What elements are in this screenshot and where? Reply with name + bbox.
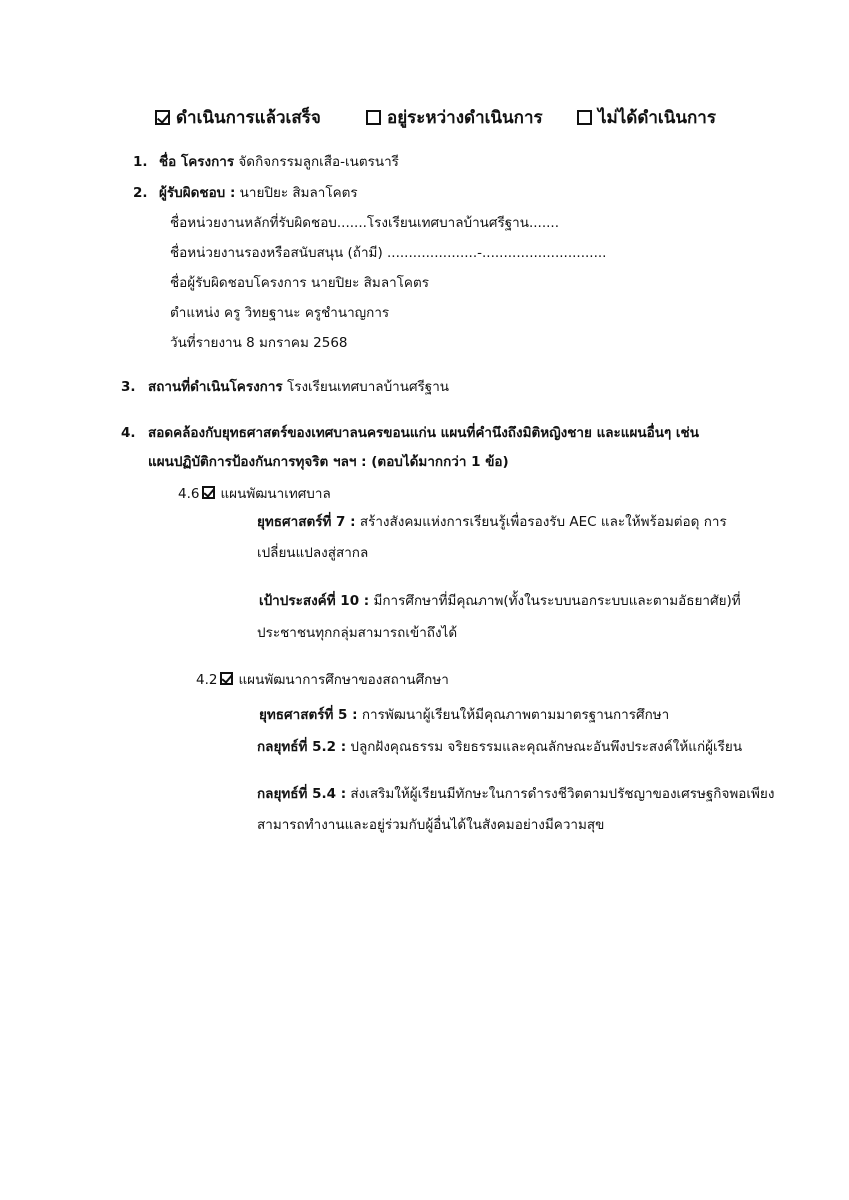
plan-school-tactic-1: กลยุทธ์ที่ 5.2 : ปลูกฝังคุณธรรม จริยธรรมและคุณลักษณะอันพึงประสงค์ให้แก่ผู้เรียน: [257, 739, 743, 755]
plan-municipal-label: แผนพัฒนาเทศบาล: [220, 486, 331, 502]
main-unit-line: ชื่อหน่วยงานหลักที่รับผิดชอบ.......โรงเรียนเทศบาลบ้านศรีฐาน.......: [170, 215, 560, 231]
item-project-name: 1. ชื่อ โครงการ จัดกิจกรรมลูกเสือ-เนตรนารี: [133, 154, 399, 170]
plan-school-strategy: ยุทธศาสตร์ที่ 5 : การพัฒนาผู้เรียนให้มีคุณภาพตามมาตรฐานการศึกษา: [259, 707, 670, 723]
plan-municipal-num: 4.6: [178, 486, 200, 502]
item-alignment: 4. สอดคล้องกับยุทธศาสตร์ของเทศบาลนครขอนแก่น แผนที่คำนึงถึงมิติหญิงชาย และแผนอื่นๆ เช่น: [121, 425, 699, 441]
status-not-done-label: ไม่ได้ดำเนินการ: [598, 108, 716, 128]
status-in-progress-label: อยู่ระหว่างดำเนินการ: [387, 108, 543, 128]
checkbox-checked-icon[interactable]: [155, 110, 170, 125]
checkbox-checked-icon[interactable]: [202, 486, 215, 499]
checkbox-empty-icon[interactable]: [366, 110, 381, 125]
report-date-line: วันที่รายงาน 8 มกราคม 2568: [170, 335, 348, 351]
plan-municipal-strategy-cont: เปลี่ยนแปลงสู่สากล: [257, 545, 369, 561]
plan-municipal-strategy: ยุทธศาสตร์ที่ 7 : สร้างสังคมแห่งการเรียนรู้เพื่อรองรับ AEC และให้พร้อมต่อดุ การ: [257, 514, 727, 530]
responsible-value: นายปิยะ สิมลาโคตร: [235, 185, 358, 201]
location-value: โรงเรียนเทศบาลบ้านศรีฐาน: [282, 379, 450, 395]
status-done-label: ดำเนินการแล้วเสร็จ: [176, 108, 321, 128]
plan-school-label: แผนพัฒนาการศึกษาของสถานศึกษา: [238, 672, 449, 688]
location-label: สถานที่ดำเนินโครงการ: [148, 379, 283, 395]
plan-municipal-goal-cont: ประชาชนทุกกลุ่มสามารถเข้าถึงได้: [257, 625, 458, 641]
status-not-done[interactable]: [577, 104, 716, 131]
project-name-label: ชื่อ โครงการ: [159, 154, 235, 170]
plan-municipal: [178, 484, 331, 504]
support-unit-line: ชื่อหน่วยงานรองหรือสนับสนุน (ถ้ามี) .....................-.............................: [170, 245, 607, 261]
checkbox-empty-icon[interactable]: [577, 110, 592, 125]
owner-line: ชื่อผู้รับผิดชอบโครงการ นายปิยะ สิมลาโคตร: [170, 275, 429, 291]
plan-school: [196, 670, 449, 690]
plan-school-tactic-2-cont: สามารถทำงานและอยู่ร่วมกับผู้อื่นได้ในสังคมอย่างมีความสุข: [257, 817, 605, 833]
plan-municipal-goal: เป้าประสงค์ที่ 10 : มีการศึกษาที่มีคุณภาพ(ทั้งในระบบนอกระบบและตามอัธยาศัย)ที่: [259, 593, 741, 609]
item-location: 3. สถานที่ดำเนินโครงการ โรงเรียนเทศบาลบ้านศรีฐาน: [121, 379, 450, 395]
plan-school-num: 4.2: [196, 672, 218, 688]
project-name-value: จัดกิจกรรมลูกเสือ-เนตรนารี: [234, 154, 399, 170]
position-line: ตำแหน่ง ครู วิทยฐานะ ครูชำนาญการ: [170, 305, 390, 321]
alignment-line1: สอดคล้องกับยุทธศาสตร์ของเทศบาลนครขอนแก่น แผนที่คำนึงถึงมิติหญิงชาย และแผนอื่นๆ เช่น: [148, 425, 699, 441]
plan-school-tactic-2: กลยุทธ์ที่ 5.4 : ส่งเสริมให้ผู้เรียนมีทักษะในการดำรงชีวิตตามปรัชญาของเศรษฐกิจพอเพียง: [257, 786, 775, 802]
alignment-line2: แผนปฏิบัติการป้องกันการทุจริต ฯลฯ : (ตอบได้มากกว่า 1 ข้อ): [148, 454, 509, 470]
status-in-progress[interactable]: [366, 104, 543, 131]
status-done[interactable]: [155, 104, 321, 131]
item-responsible: 2. ผู้รับผิดชอบ : นายปิยะ สิมลาโคตร: [133, 185, 358, 201]
responsible-label: ผู้รับผิดชอบ :: [159, 185, 236, 201]
checkbox-checked-icon[interactable]: [220, 672, 233, 685]
